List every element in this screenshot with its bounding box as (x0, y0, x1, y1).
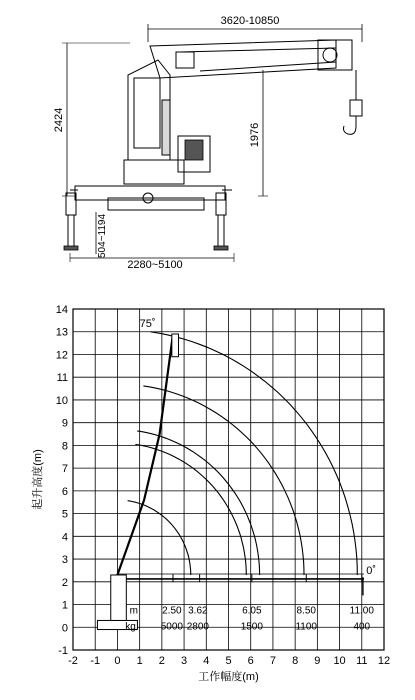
working-range-arcs (128, 332, 362, 582)
x-tick-label: 12 (377, 655, 391, 667)
load-table-radius: 2.50 (162, 605, 182, 617)
crane-column (111, 575, 127, 620)
y-tick-label: 1 (61, 599, 68, 612)
y-tick-label: 5 (61, 508, 68, 521)
y-tick-label: 10 (55, 394, 68, 407)
load-table-load: 1500 (240, 621, 263, 633)
x-tick-label: 6 (247, 655, 254, 667)
boom-angle-max-label: 75˚ (139, 318, 156, 331)
x-tick-label: 3 (181, 655, 188, 667)
y-tick-label: 2 (61, 576, 68, 589)
dim-reach-label: 3620-10850 (220, 15, 280, 27)
y-tick-label: 13 (55, 326, 68, 339)
y-tick-labels (56, 304, 68, 657)
load-table-load: 5000 (160, 621, 183, 633)
range-arc (143, 386, 304, 575)
y-tick-label: 4 (61, 531, 68, 544)
load-table-load: 400 (353, 621, 371, 633)
load-table-radius: 11.00 (349, 605, 374, 617)
x-tick-label: 0 (114, 655, 121, 667)
y-tick-label: 14 (55, 304, 68, 316)
y-tick-label: 6 (61, 485, 68, 498)
boom-diagram (97, 334, 364, 630)
y-tick-label: -1 (58, 645, 68, 657)
x-tick-label: 11 (356, 655, 368, 667)
x-tick-label: 9 (314, 655, 321, 667)
load-table-m-unit: m (129, 605, 138, 617)
x-tick-label: 5 (225, 655, 232, 667)
load-table-radius: 6.05 (242, 605, 262, 617)
load-table-load: 1100 (295, 621, 318, 633)
raised-boom-head (172, 334, 179, 357)
dim-boom-height-label: 1976 (249, 122, 261, 148)
y-tick-label: 7 (61, 463, 68, 476)
load-table (125, 606, 374, 633)
y-tick-label: 12 (55, 349, 68, 362)
x-tick-label: -1 (90, 655, 101, 667)
y-tick-label: 0 (61, 622, 68, 635)
dim-outrigger-span-label: 2280~5100 (127, 259, 183, 271)
y-tick-label: 9 (61, 417, 68, 430)
x-tick-label: 4 (203, 655, 210, 667)
x-tick-labels (68, 655, 390, 667)
y-tick-label: 11 (56, 372, 68, 385)
dim-leg-stroke-label: 504~1194 (97, 213, 108, 259)
load-table-kg-unit: kg (125, 621, 136, 633)
raised-boom (117, 334, 173, 575)
load-chart (30, 304, 390, 683)
x-tick-label: 8 (292, 655, 299, 667)
boom-angle-min-label: 0˚ (366, 564, 377, 577)
crane-elevation-drawing (53, 15, 362, 271)
x-axis-label: 工作幅度(m) (198, 671, 259, 683)
x-tick-label: 10 (333, 655, 346, 667)
range-arc (128, 501, 191, 575)
x-tick-label: 1 (136, 655, 143, 667)
y-tick-label: 3 (61, 554, 68, 567)
y-axis-label: 起升高度(m) (32, 449, 44, 510)
load-table-radius: 8.50 (296, 605, 316, 617)
x-tick-label: 7 (269, 655, 276, 667)
x-tick-label: 2 (158, 655, 165, 667)
y-tick-label: 8 (61, 440, 68, 453)
x-tick-label: -2 (68, 655, 78, 667)
load-table-radius: 3.62 (188, 605, 208, 617)
load-table-load: 2800 (186, 621, 209, 633)
dim-total-height-label: 2424 (53, 107, 65, 133)
